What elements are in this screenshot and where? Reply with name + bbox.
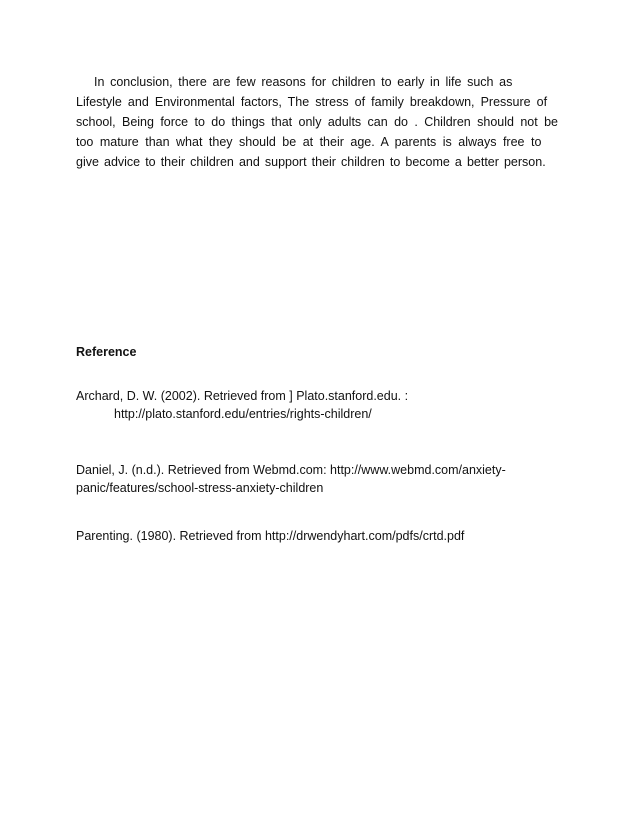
paragraph-line: school, Being force to do things that only adults can do . Children should not be (76, 115, 558, 129)
reference-url[interactable]: http://plato.stanford.edu/entries/rights-children/ (114, 407, 372, 421)
paragraph-line: give advice to their children and support their children to become a better person. (76, 155, 546, 169)
reference-line[interactable]: Daniel, J. (n.d.). Retrieved from Webmd.com: http://www.webmd.com/anxiety- (76, 463, 506, 477)
paragraph-line: too mature than what they should be at their age. A parents is always free to (76, 135, 542, 149)
reference-line: Archard, D. W. (2002). Retrieved from ] Plato.stanford.edu. : (76, 389, 409, 403)
reference-line[interactable]: Parenting. (1980). Retrieved from http://drwendyhart.com/pdfs/crtd.pdf (76, 529, 465, 543)
paragraph-line: Lifestyle and Environmental factors, The stress of family breakdown, Pressure of (76, 95, 548, 109)
reference-url[interactable]: panic/features/school-stress-anxiety-children (76, 481, 324, 495)
reference-heading: Reference (76, 345, 137, 359)
paragraph-line: In conclusion, there are few reasons for children to early in life such as (94, 75, 513, 89)
